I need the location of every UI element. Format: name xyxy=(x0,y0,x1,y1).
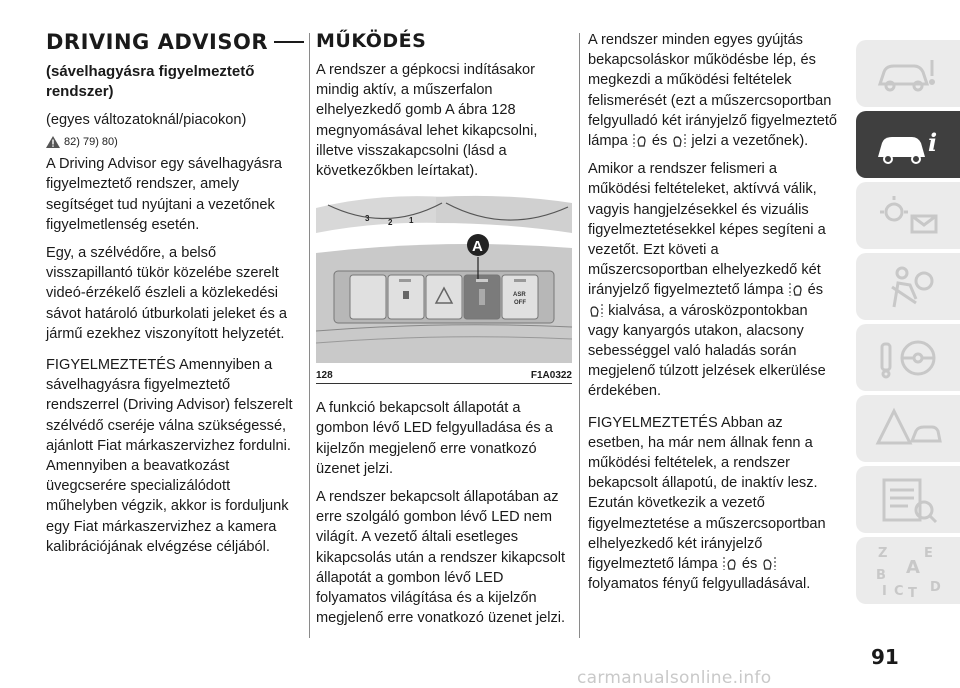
cluster-number: 1 xyxy=(409,216,414,226)
footnote-row xyxy=(46,136,304,148)
lane-left-warning-icon xyxy=(789,282,803,297)
section-title: DRIVING ADVISOR xyxy=(46,30,304,54)
lane-right-warning-icon xyxy=(589,303,603,318)
section-subtitle: (sávelhagyásra figyelmeztető rendszer) xyxy=(46,63,255,100)
page-number: 91 xyxy=(871,645,899,669)
lane-left-warning-icon xyxy=(723,556,737,571)
variants-note: (egyes változatoknál/piacokon) xyxy=(46,112,247,128)
key-steering-icon xyxy=(872,334,944,382)
off-label: OFF xyxy=(514,300,526,307)
paragraph: A funkció bekapcsolt állapotát a gombon lévő LED felgyulladása és a kijelzőn megjelenő erre vonatkozó üzenet jelzi. xyxy=(316,400,553,477)
watermark: carmanualsonline.info xyxy=(577,668,772,688)
car-warning-icon xyxy=(872,50,944,98)
chapter-tabs xyxy=(856,40,960,608)
tab-airbag-safety[interactable] xyxy=(856,253,960,320)
column-divider xyxy=(309,33,310,638)
paragraph: A rendszer minden egyes gyújtás bekapcsoláskor működésbe lép, és megkezdi a működési feltételek felismerését (ezt a műszercsoportban felgyulladó két irányjelző figyelmeztető lámpa és jelzi a vezetőnek). xyxy=(588,32,838,150)
tech-letter: E xyxy=(924,545,933,561)
paragraph: A rendszer bekapcsolt állapotában az erre szolgáló gombon lévő LED nem világít. A vezető általi esetleges kikapcsolás után a rendszer kikapcsolt állapotát a gombon lévő LED folyamatos világítása és a kijelzőn megjelenő erre vonatkozó üzenet jelzi. xyxy=(316,489,566,627)
tab-car-warning[interactable] xyxy=(856,40,960,107)
tab-key-steering[interactable] xyxy=(856,324,960,391)
paragraph: Amikor a rendszer felismeri a működési feltételeket, aktívvá válik, vagyis hangjelzésekkel és vizuális figyelmeztetésekkel képes segíteni a vezetőt. Ezt követi a műszercsoportban elhelyezkedő két irányjelző figyelmeztető lámpa és kialvása, a városközpontokban vagy kanyargós utakon, alacsony sebességgel való haladás során megjelenő túlzott jelzések elkerülése érdekében. xyxy=(588,161,826,400)
warning-car-tools-icon xyxy=(872,405,944,453)
tech-letter: T xyxy=(908,585,917,599)
lights-message-icon xyxy=(872,192,944,240)
cluster-number: 3 xyxy=(365,214,370,224)
tech-letter: I xyxy=(882,583,887,599)
dashboard-illustration xyxy=(316,193,572,363)
lane-right-warning-icon xyxy=(762,556,776,571)
warning-paragraph: FIGYELMEZTETÉS Abban az esetben, ha már nem állnak fenn a működési feltételek, a rendszer bekapcsolt állapotú, de inaktív lesz. Ezután következik a vezető figyelmeztetése a műszercsoportban elhelyezkedő két irányjelző figyelmeztető lámpa és folyamatos fényű felgyulladásával. xyxy=(588,414,826,593)
cluster-number: 2 xyxy=(388,218,393,228)
figure-number: 128 xyxy=(316,370,333,382)
tech-letter: D xyxy=(930,579,941,595)
column-3 xyxy=(588,30,838,594)
column-divider xyxy=(579,33,580,638)
technical-data-icon xyxy=(872,543,944,599)
tab-warning-tools[interactable] xyxy=(856,395,960,462)
svg-text:i: i xyxy=(928,127,938,157)
tech-letter: C xyxy=(894,583,904,599)
paragraph: Egy, a szélvédőre, a belső visszapillantó tükör közelébe szerelt videó-érzékelő észleli a közlekedési sávot határoló útburkolati jeleket és a jármű ezekhez viszonyított helyzetét. xyxy=(46,245,287,342)
warning-triangle-icon xyxy=(46,136,60,148)
title-rule xyxy=(274,41,304,43)
footnote-refs: 82) 79) 80) xyxy=(64,136,118,149)
warning-paragraph: FIGYELMEZTETÉS Amennyiben a sávelhagyásra figyelmeztető rendszerrel (Driving Advisor) felszerelt szélvédő cseréje válna szükségessé, ajánlott Fiat márkaszervizhez fordulni. Amennyiben a beavatkozást üvegcserére specializálódott műhelyben végzik, akkor is forduljunk egy Fiat márkaszervizhez a kamera kalibrációjának elvégzése céljából. xyxy=(46,357,293,555)
asr-label: ASR xyxy=(513,292,526,299)
tech-letter: Z xyxy=(878,545,888,561)
figure-code: F1A0322 xyxy=(530,370,572,382)
tech-letter: A xyxy=(906,556,920,578)
tech-letter: B xyxy=(876,567,886,583)
maintenance-list-icon xyxy=(872,476,944,524)
tab-car-info[interactable] xyxy=(856,111,960,178)
tab-lights-message[interactable] xyxy=(856,182,960,249)
tab-maintenance[interactable] xyxy=(856,466,960,533)
tab-technical-data[interactable] xyxy=(856,537,960,604)
paragraph: A rendszer a gépkocsi indításakor mindig aktív, a műszerfalon elhelyezkedő gomb A ábra 128 megnyomásával lehet kikapcsolni, illetve visszakapcsolni (lásd a következőkben leírtakat). xyxy=(316,62,538,180)
figure-caption xyxy=(316,370,572,381)
callout-a: A xyxy=(472,238,483,256)
column-1 xyxy=(46,30,304,557)
section-title: MŰKÖDÉS xyxy=(316,30,427,52)
paragraph: A Driving Advisor egy sávelhagyásra figyelmeztető rendszer, amely segítséget tud nyújtani a vezetőnek figyelmetlenség esetén. xyxy=(46,156,283,233)
car-info-icon xyxy=(872,121,944,169)
lane-right-warning-icon xyxy=(672,133,686,148)
column-2 xyxy=(316,30,572,628)
dashboard-figure xyxy=(316,193,572,384)
airbag-safety-icon xyxy=(872,263,944,311)
lane-left-warning-icon xyxy=(633,133,647,148)
